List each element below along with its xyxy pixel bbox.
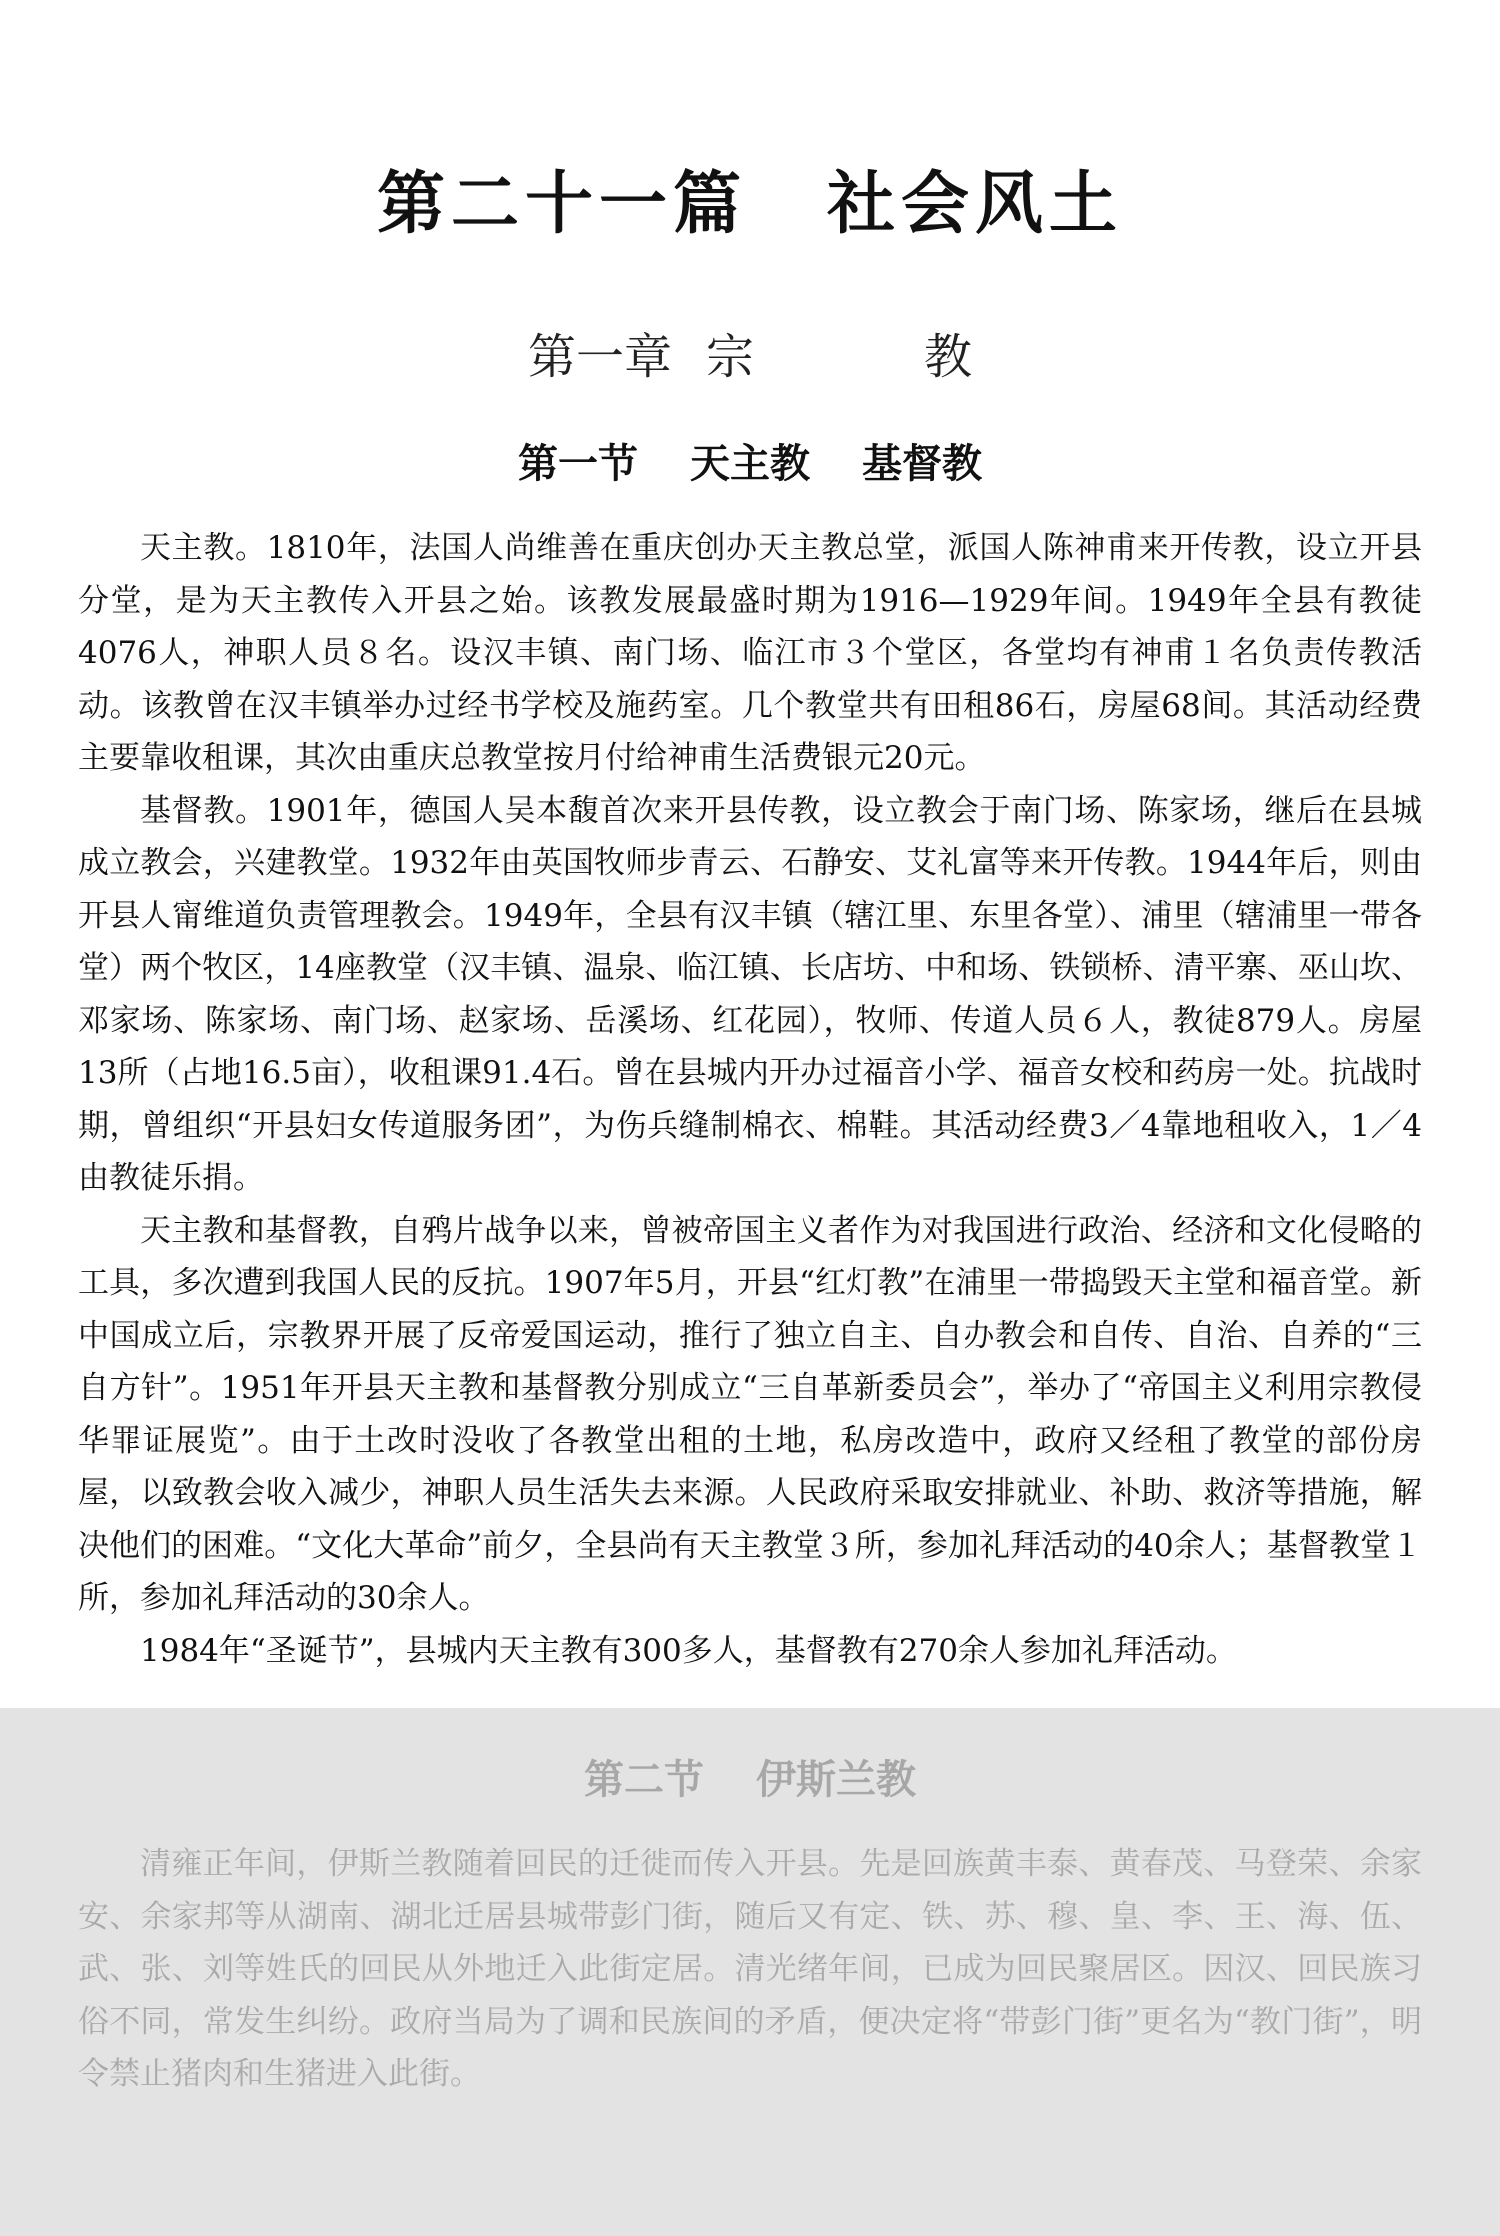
paragraph-catholicism: 天主教。1810年，法国人尚维善在重庆创办天主教总堂，派国人陈神甫来开传教，设立开县分堂，是为天主教传入开县之始。该教发展最盛时期为1916—1929年间。1949年全县有教徒4076人，神职人员８名。设汉丰镇、南门场、临江市３个堂区，各堂均有神甫１名负责传教活动。该教曾在汉丰镇举办过经书学校及施药室。几个教堂共有田租86石，房屋68间。其活动经费主要靠收租课，其次由重庆总教堂按月付给神甫生活费银元20元。 [78,530,1422,776]
chapter-number: 第一章 [527,329,672,385]
part-number: 第二十一篇 [376,165,747,244]
part-name: 社会风土 [827,165,1124,244]
section-1-number: 第一节 [518,441,638,487]
chapter-title-char-2: 教 [924,329,973,385]
paragraph-history: 天主教和基督教，自鸦片战争以来，曾被帝国主义者作为对我国进行政治、经济和文化侵略的工具，多次遭到我国人民的反抗。1907年5月，开县“红灯教”在浦里一带捣毁天主堂和福音堂。新中国成立后，宗教界开展了反帝爱国运动，推行了独立自主、自办教会和自传、自治、自养的“三自方针”。1951年开县天主教和基督教分别成立“三自革新委员会”，举办了“帝国主义利用宗教侵华罪证展览”。由于土改时没收了各教堂出租的土地，私房改造中，政府又经租了教堂的部份房屋，以致教会收入减少，神职人员生活失去来源。人民政府采取安排就业、补助、救济等措施，解决他们的困难。“文化大革命”前夕，全县尚有天主教堂３所，参加礼拜活动的40余人；基督教堂１所，参加礼拜活动的30余人。 [78,1212,1422,1616]
section-2-body [78,1838,1422,2101]
section-1-body [78,522,1422,1677]
section-1-title-b: 基督教 [862,441,982,487]
paragraph-islam: 清雍正年间，伊斯兰教随着回民的迁徙而传入开县。先是回族黄丰泰、黄春茂、马登荣、余家安、余家邦等从湖南、湖北迁居县城带彭门街，随后又有定、铁、苏、穆、皇、李、王、海、伍、武、张、刘等姓氏的回民从外地迁入此街定居。清光绪年间，已成为回民聚居区。因汉、回民族习俗不同，常发生纠纷。政府当局为了调和民族间的矛盾，便决定将“带彭门街”更名为“教门街”，明令禁止猪肉和生猪进入此街。 [78,1846,1422,2092]
part-title [0,150,1500,247]
section-2-number: 第二节 [584,1757,704,1803]
section-2-heading [0,1748,1500,1805]
section-1-heading [0,432,1500,489]
paragraph-protestantism: 基督教。1901年，德国人吴本馥首次来开县传教，设立教会于南门场、陈家场，继后在县城成立教会，兴建教堂。1932年由英国牧师步青云、石静安、艾礼富等来开传教。1944年后，则由开县人甯维道负责管理教会。1949年，全县有汉丰镇（辖江里、东里各堂）、浦里（辖浦里一带各堂）两个牧区，14座教堂（汉丰镇、温泉、临江镇、长店坊、中和场、铁锁桥、清平寨、巫山坎、邓家场、陈家场、南门场、赵家场、岳溪场、红花园），牧师、传道人员６人，教徒879人。房屋13所（占地16.5亩），收租课91.4石。曾在县城内开办过福音小学、福音女校和药房一处。抗战时期，曾组织“开县妇女传道服务团”，为伤兵缝制棉衣、棉鞋。其活动经费3／4靠地租收入，1／4由教徒乐捐。 [78,792,1422,1196]
chapter-title-char-1: 宗 [705,329,754,385]
chapter-title [0,318,1500,387]
paragraph-christmas-1984: 1984年“圣诞节”，县城内天主教有300多人，基督教有270余人参加礼拜活动。 [140,1632,1237,1669]
section-1-title-a: 天主教 [690,441,810,487]
section-2-title: 伊斯兰教 [756,1757,916,1803]
